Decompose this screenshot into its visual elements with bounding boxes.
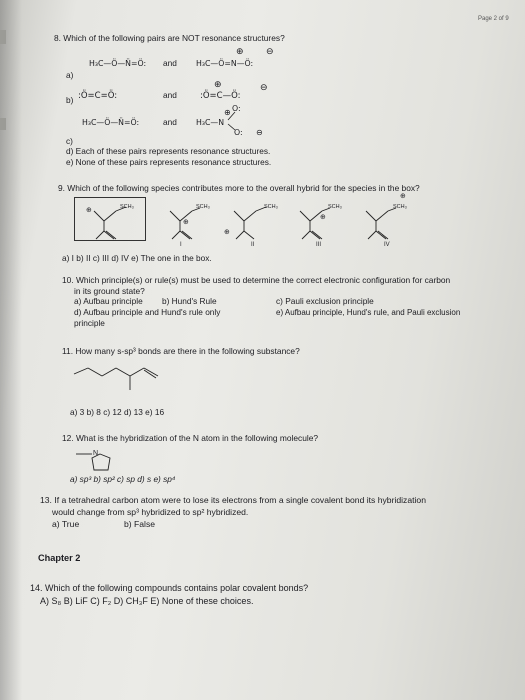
q8d-option[interactable]: d) Each of these pairs represents resonance structures. [66, 146, 271, 156]
q12-stem: 12. What is the hybridization of the N atom in the following molecule? [62, 433, 319, 443]
q9-iv-plus: ⊕ [400, 193, 406, 200]
q8b-and: and [163, 90, 177, 100]
q9-box-plus: ⊕ [86, 207, 92, 214]
q8c-label: c) [66, 136, 73, 146]
q9-label-ii: II [251, 242, 255, 248]
q10c-option[interactable]: c) Pauli exclusion principle [276, 296, 374, 306]
q9-stem: 9. Which of the following species contributes more to the overall hybrid for the species in the box? [58, 183, 420, 193]
q8a-and: and [163, 58, 177, 68]
q13a-option[interactable]: a) True [52, 519, 80, 529]
q10d-option[interactable]: d) Aufbau principle and Hund's rule only [74, 307, 221, 317]
q9-iii-sch3: SCH₃ [328, 204, 342, 210]
page-shadow [0, 0, 22, 700]
q8c-minus-charge: ⊖ [256, 128, 263, 137]
q9-iv-sch3: SCH₃ [393, 204, 407, 210]
q14-stem: 14. Which of the following compounds contains polar covalent bonds? [30, 583, 309, 593]
q9-ii-plus: ⊕ [224, 229, 230, 236]
chapter-heading: Chapter 2 [38, 553, 81, 563]
q8c-top-oxygen: O: [232, 104, 241, 113]
q8c-and: and [163, 117, 177, 127]
q12-answer-choices[interactable]: a) sp³ b) sp² c) sp d) s e) sp⁴ [70, 474, 176, 484]
binder-tab [0, 118, 6, 130]
q10e-option-cont: principle [74, 318, 105, 328]
q10-stem-line2: in its ground state? [74, 286, 145, 296]
q9-box-sch3: SCH₃ [120, 204, 134, 210]
q8b-minus-charge: ⊖ [260, 82, 268, 92]
q9-label-i: I [180, 242, 182, 248]
q12-pyrrolidine-structure [72, 446, 122, 476]
q13b-option[interactable]: b) False [124, 519, 156, 529]
q8c-n-o-bonds [226, 108, 242, 134]
q8b-right-structure: :Ö=C—Ö: [200, 91, 241, 101]
q8b-label: b) [66, 95, 74, 105]
q10a-option[interactable]: a) Aufbau principle [74, 296, 143, 306]
q10-stem-line1: 10. Which principle(s) or rule(s) must be used to determine the correct electronic configuration for carbon [62, 275, 451, 285]
binder-tab [0, 30, 6, 44]
q8b-left-structure: :Ö=C=Ö: [78, 91, 118, 101]
q10b-option[interactable]: b) Hund's Rule [162, 296, 217, 306]
q13-stem-line1: 13. If a tetrahedral carbon atom were to lose its electrons from a single covalent bond its hybridization [40, 495, 426, 505]
q9-answer-choices[interactable]: a) I b) II c) III d) IV e) The one in the box. [62, 253, 212, 263]
q8c-bottom-oxygen: O: [234, 128, 243, 137]
q9-label-iv: IV [384, 242, 390, 248]
q8a-right-structure: H₃C—Ö=N—Ö: [196, 59, 254, 68]
q8e-option[interactable]: e) None of these pairs represents resonance structures. [66, 157, 272, 167]
q8a-left-structure: H₃C—Ö—N̈=Ö: [89, 59, 147, 68]
q8a-label: a) [66, 70, 74, 80]
q8c-plus-charge: ⊕ [224, 108, 231, 117]
q9-label-iii: III [316, 242, 322, 248]
q11-structure [70, 358, 180, 398]
q14-answer-choices[interactable]: A) S₈ B) LiF C) F₂ D) CH₃F E) None of these choices. [40, 596, 254, 606]
q11-answer-choices[interactable]: a) 3 b) 8 c) 12 d) 13 e) 16 [70, 407, 165, 417]
q12-n-label: N [93, 450, 99, 457]
q8b-plus-charge: ⊕ [214, 79, 222, 89]
page-number: Page 2 of 9 [478, 16, 509, 22]
q8c-left-structure: H₃C—Ö—N̈=Ö: [82, 118, 140, 127]
q9-ii-sch3: SCH₃ [264, 204, 278, 210]
q11-stem: 11. How many s-sp³ bonds are there in the following substance? [62, 346, 300, 356]
q10e-option[interactable]: e) Aufbau principle, Hund's rule, and Pauli exclusion [276, 308, 461, 317]
q8a-minus-charge: ⊖ [266, 46, 274, 56]
q9-i-sch3: SCH₃ [196, 204, 210, 210]
q13-stem-line2: would change from sp³ hybridized to sp² hybridized. [52, 507, 249, 517]
q8-stem: 8. Which of the following pairs are NOT resonance structures? [54, 33, 285, 43]
q9-iii-plus: ⊕ [320, 214, 326, 221]
q9-i-plus: ⊕ [183, 219, 189, 226]
q8c-right-structure: H₃C—N [196, 118, 225, 127]
q8a-plus-charge: ⊕ [236, 46, 244, 56]
